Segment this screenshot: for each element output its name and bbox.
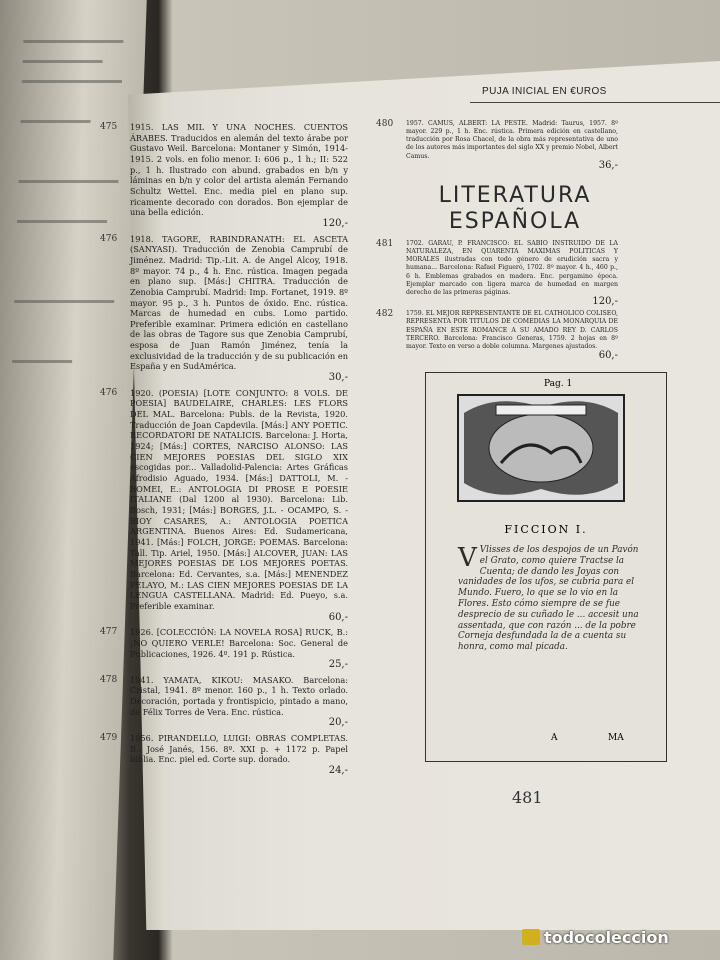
lot-entry [100,733,348,777]
lot-number: 480 [376,119,394,129]
lot-price: 60,- [598,350,618,362]
figure-text: Vlisses de los despojos de un Pavón el Grato, como quiere Tractse la Cuenta; de dando les Joyas con vanidades de los ufos, se cubria para el Mundo. Fuero, lo que se lo vio en la Flores. Esto cómo siempre de se fue desprecio de su cuñado le ... accesit una assentada, que con razón ... de la pobre Corneja desfundada la de a cuenta su honra, como mal picada. [458,545,639,653]
lot-number: 479 [100,733,118,744]
lot-number: 478 [100,674,118,685]
lot-description: 1920. (POESIA) [LOTE CONJUNTO: 8 VOLS. DE POESIA] BAUDELAIRE, CHARLES: LES FLORS DEL MAL. Barcelona: Publs. de la Revista, 1920. Traducción de Joan Capdevila. [Más:] ANY POETIC. RECORDATORI DE NATALICIS. Barcelona: J. Horta, 1924; [Más:] CORTES, NARCISO ALONSO: LAS CIEN MEJORES POESIAS DEL SIGLO XIX escogidas por... Valladolid-Palencia: Artes Gráficas Afrodisio Aguado, 1934. [Más:] DATTOLI, M. - ROMEI, E.: ANTOLOGIA DI PROSE E POESIE ITALIANE (Dal 1200 al 1930). Barcelona: Lib. Bosch, 1931; [Más:] BORGES, J.L. - OCAMPO, S. - BIOY CASARES, A.: ANTOLOGIA POETICA ARGENTINA. Buenos Aires: Ed. Sudamericana, 1941. [Más:] FOLCH, JORGE: POEMAS. Barcelona: Tall. Tip. Ariel, 1950. [Más:] ALCOVER, JUAN: LAS MEJORES POESIAS DE LOS MEJORES POETAS. Barcelona: Ed. Cervantes, s.a. [Más:] MENENDEZ PELAYO, M.: LAS CIEN MEJORES POESIAS DE LA LENGUA CASTELLANA. Madrid: Ed. Pueyo, s.a. Preferible examinar. [130,387,348,611]
lot-number: 481 [376,239,394,249]
page-number: 481 [512,788,543,807]
lot-number: 476 [100,233,118,244]
right-column-bottom [376,239,618,364]
lot-price: 25,- [328,659,348,671]
right-column-top [376,119,618,174]
lot-description: 1702. GARAU, P. FRANCISCO: EL SABIO INSTRUIDO DE LA NATURALEZA, EN QUARENTA MAXIMAS POLITICAS Y MORALES ilustradas con todo género de erudición sacra y humana... Barcelona: Rafael Figueró, 1702. 8º mayor. 4 h., 460 p., 6 h. Emblemas grabados en madera. Enc. pergamino época. Ejemplar marcado con ligera marca de humedad en margen derecho de las primeras páginas. [406,240,618,296]
lot-description: 1918. TAGORE, RABINDRANATH: EL ASCETA (SANYASI). Traducción de Zenobia Camprubí de Jiménez. Madrid: Tip.-Lit. A. de Angel Alcoy, 1918. 8º mayor. 74 p., 4 h. Enc. rústica. Imagen pegada en plano sup. [Más:] CHITRA. Traducción de Zenobia Camprubí. Madrid: Imp. Fortanet, 1919. 8º mayor. 95 p., 3 h. Puntos de óxido. Enc. rústica. Marcas de humedad en cubs. Lomo partido. Preferible examinar. Primera edición en castellano de las obras de Tagore sus que Zenobia Camprubí, esposa de Juan Ramón Jiménez, tenía la exclusividad de la traducción y de su publicación en España y en SudAmérica. [130,233,348,372]
lot-number: 476 [100,387,118,398]
logo-icon [522,929,540,945]
lot-entry [100,387,348,623]
lot-price: 30,- [328,372,348,384]
drop-cap: V [458,543,477,573]
lot-entry [100,674,348,729]
lot-description: 1941. YAMATA, KIKOU: MASAKO. Barcelona: Cristal, 1941. 8º menor. 160 p., 1 h. Texto orlado. Decoración, portada y frontispicio, pintado a mano, de Félix Torres de Vera. Enc. rústica. [130,674,348,717]
facsimile-figure [425,372,667,762]
figure-caption: FICCION I. [504,523,588,536]
lot-number: 475 [100,122,118,132]
lot-description: 1957. CAMUS, ALBERT: LA PESTE. Madrid: Taurus, 1957. 8º mayor. 229 p., 1 h. Enc. rústica. Primera edición en castellano, traducción por Rosa Chacel, de la obra más representativa de uno de los autores más importantes del siglo XX y premio Nobel, Albert Camus. [406,120,618,160]
lot-description: 1926. [COLECCIÓN: LA NOVELA ROSA] RUCK, B.: ¡NO QUIERO VERLE! Barcelona: Soc. General de Publicaciones, 1926. 4º. 191 p. Rústica. [130,627,348,659]
figure-footer-left: A [551,733,558,743]
lot-entry [376,309,618,362]
lot-number: 482 [376,309,394,320]
figure-body [458,545,648,653]
lot-price: 60,- [328,611,348,623]
lot-price: 120,- [592,296,618,308]
section-title: LITERATURA ESPAÑOLA [438,183,592,234]
lot-price: 20,- [328,717,348,729]
lot-price: 36,- [598,159,618,171]
lot-price: 120,- [322,217,348,229]
lot-entry [100,233,348,384]
left-page [0,0,147,960]
lot-description: 1759. EL MEJOR REPRESENTANTE DE EL CATHOLICO COLISEO, REPRESENTA POR TITULOS DE COMEDIAS LA MONARQUIA DE ESPAÑA EN ESTE ROMANCE A SU AMADO REY D. CARLOS TERCERO. Barcelona: Francisco Generas, 1759. 2 hojas en 8º mayor. Texto en verso a doble columna. Margenes ajustados. [406,310,618,350]
watermark [522,928,669,947]
figure-footer-right: MA [608,733,624,743]
watermark-text: todocoleccion [544,928,669,947]
lot-entry [376,119,618,171]
lot-price: 24,- [328,765,348,777]
lot-entry [100,122,348,230]
lot-entry [100,627,348,671]
lot-entry [376,239,618,308]
left-column [100,122,348,781]
figure-page-label: Pag. 1 [544,379,573,389]
lot-description: 1956. PIRANDELLO, LUIGI: OBRAS COMPLETAS. B.: José Janés, 156. 8º. XXI p. + 1172 p. Papel biblia. Enc. piel ed. Corte sup. dorado. [130,733,348,765]
lot-description: 1915. LAS MIL Y UNA NOCHES. CUENTOS ÁRABES. Traducidos en alemán del texto árabe por Gustavo Weil. Barcelona: Montaner y Simón, 1914-1915. 2 vols. en folio menor. I: 606 p., 1 h.; II: 522 p., 1 h. Ilustrado con abund. grabados en b/n y láminas en b/n y color del artista alemán Fernando Schultz Wettel. Enc. media piel en plano sup. ricamente decorado con dorados. Bon ejemplar de una bella edición. [130,122,348,218]
page-header: PUJA INICIAL EN €UROS [482,86,607,97]
emblem-engraving [456,393,626,503]
header-rule [470,102,720,103]
lot-number: 477 [100,627,118,638]
